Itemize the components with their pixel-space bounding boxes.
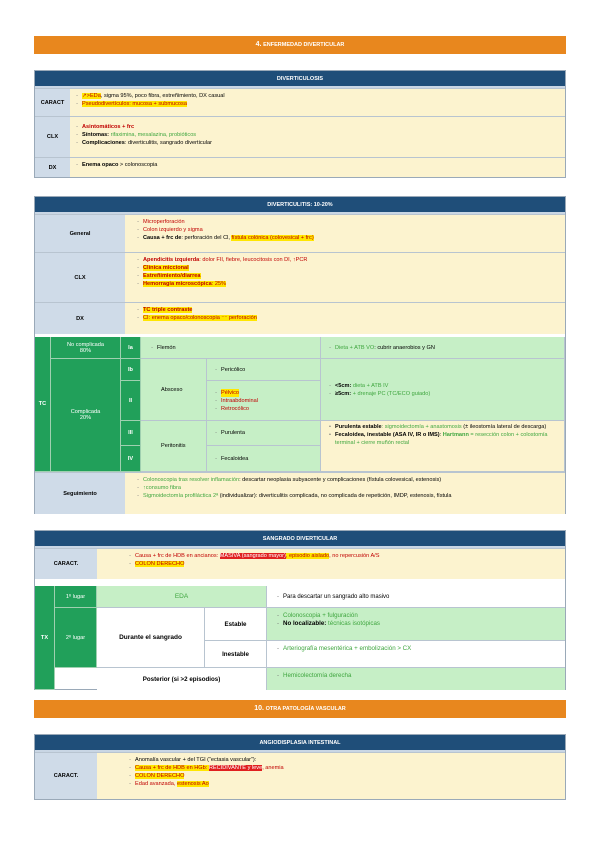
- list-item-text: [143, 234, 314, 242]
- list-item: [72, 100, 561, 108]
- grade-iv: IV: [121, 446, 141, 472]
- bullet-icon: -: [137, 219, 139, 225]
- list-item-text: [335, 423, 546, 431]
- text-segment: Edad avanzada,: [135, 781, 177, 787]
- table-title: DIVERTICULITIS: 10-20%: [35, 197, 565, 214]
- row-clx: [35, 252, 565, 302]
- list-item: [125, 552, 561, 560]
- list-item: [133, 226, 561, 234]
- list-item-text: [143, 226, 203, 234]
- eda-desc-text: Para descartar un sangrado alto masivo: [283, 593, 390, 600]
- text-segment: Fecaloidea, inestable (ASA IV, IR o IMS): [335, 432, 440, 438]
- grade-iii: III: [121, 421, 141, 446]
- list-item: [133, 492, 561, 500]
- bullet-icon: -: [76, 124, 78, 130]
- section-title: OTRA PATOLOGÍA VASCULAR: [265, 706, 346, 712]
- text-segment: Asintomáticos + frc: [82, 124, 135, 130]
- text-segment: Clínica miccional: [143, 265, 189, 271]
- list-item-text: [143, 264, 189, 272]
- row-content: [70, 158, 565, 177]
- list-item: [325, 390, 430, 398]
- fecaloidea-cell: - Fecaloidea: [207, 446, 321, 472]
- complicada-cell: [51, 359, 121, 472]
- table-diverticulosis: [34, 70, 566, 178]
- row-dx: [35, 302, 565, 334]
- eda-desc: - Para descartar un sangrado alto masivo: [267, 586, 565, 608]
- text-segment: Colonoscopia + fulguración: [283, 612, 358, 619]
- list-item-text: [283, 612, 358, 620]
- list-item: [273, 620, 559, 628]
- text-segment: rifaximina, mesalazina, probióticos: [110, 132, 197, 138]
- list-item-text: [135, 756, 256, 764]
- text-segment: No localizable:: [283, 620, 329, 627]
- purulenta-cell: - Purulenta: [207, 421, 321, 446]
- row-label: CARACT.: [35, 753, 97, 799]
- text-segment: : descartar neoplasia subyacente y complicaciones (fístula colovesical, estenosis): [239, 477, 442, 483]
- bullet-icon: -: [129, 781, 131, 787]
- list-item: [125, 780, 561, 788]
- text-segment: Causa + frc de HDB en ancianos:: [135, 553, 220, 559]
- text-segment: Enema opaco: [82, 162, 119, 168]
- bullet-icon: -: [137, 485, 139, 491]
- text-segment: = resección colon + colostomía terminal + cierre muñón rectal: [335, 432, 548, 446]
- eda-label: EDA: [174, 593, 189, 600]
- lugar2-cell: 2º lugar: [55, 608, 97, 668]
- text-segment: : dolor FII, fiebre, leucocitosis con DI, ↑PCR: [199, 257, 308, 263]
- text-segment: , episodio aislado: [285, 553, 330, 559]
- list-item: [325, 431, 560, 447]
- tx-block: [35, 586, 565, 690]
- text-segment: RECIDIVANTE y leve: [208, 765, 263, 771]
- row-content: [125, 303, 565, 334]
- section-banner-otra-patologia-vascular: [34, 700, 566, 718]
- text-segment: :: [439, 432, 443, 438]
- bullet-icon: -: [137, 273, 139, 279]
- list-item: [133, 234, 561, 242]
- bullet-icon: -: [137, 315, 139, 321]
- absceso-tx: [321, 359, 565, 421]
- row-label: CARACT: [35, 89, 70, 116]
- list-item: [325, 423, 560, 431]
- table-sangrado-diverticular: [34, 530, 566, 690]
- grade-ia: Ia: [121, 337, 141, 359]
- list-item-text: [283, 620, 380, 628]
- text-segment: Complicaciones: [82, 140, 125, 146]
- text-segment: Estreñimiento/diarrea: [143, 273, 201, 279]
- bullet-icon: -: [137, 227, 139, 233]
- section-title: ENFERMEDAD DIVERTICULAR: [263, 42, 345, 48]
- list-item: [125, 772, 561, 780]
- row-caract: [35, 88, 565, 116]
- text-segment: Hemorragia microscópica: [143, 281, 212, 287]
- complicada-label: Complicada: [70, 409, 101, 415]
- list-item: [72, 131, 561, 139]
- list-item-text: [143, 272, 201, 280]
- section-banner-enfermedad-diverticular: [34, 36, 566, 54]
- list-item: [133, 218, 561, 226]
- text-segment: : perforación del Cl,: [181, 235, 232, 241]
- peritonitis-tx: [321, 421, 565, 472]
- list-item-text: [143, 306, 192, 314]
- list-item: [273, 612, 559, 620]
- bullet-icon: -: [276, 620, 280, 627]
- text-segment: ≥5cm:: [335, 390, 353, 397]
- tc-label: TC: [35, 337, 51, 472]
- table-title: ANGIODISPLASIA INTESTINAL: [35, 735, 565, 752]
- posterior-cell: Posterior (si >2 episodios): [97, 668, 267, 690]
- list-item: [133, 280, 561, 288]
- retrocolico-label: Retrocólico: [221, 405, 249, 412]
- text-segment: > colonoscopia: [118, 162, 158, 168]
- fecaloidea-label: Fecaloidea: [221, 455, 249, 462]
- bullet-icon: -: [129, 765, 131, 771]
- no-complicada-pct: 80%: [79, 347, 92, 354]
- text-segment: ↗>EDa: [82, 93, 101, 99]
- bullet-icon: -: [76, 140, 78, 146]
- text-segment: Arteriografía mesentérica + embolización > CX: [283, 645, 412, 652]
- row-general: [35, 214, 565, 252]
- text-segment: dieta + ATB IV: [352, 382, 389, 389]
- list-item-text: [143, 218, 185, 226]
- list-item: [133, 484, 561, 492]
- text-segment: Anomalía vascular + del TGI (“ectasia vascular”):: [135, 757, 257, 763]
- bullet-icon: -: [137, 281, 139, 287]
- bullet-icon: -: [129, 561, 131, 567]
- list-item-text: [143, 256, 307, 264]
- row-caract: [35, 548, 565, 579]
- list-item: [125, 560, 561, 568]
- bullet-icon: -: [329, 390, 331, 397]
- list-item-text: [135, 764, 284, 772]
- list-item: [72, 92, 561, 100]
- bullet-icon: -: [276, 612, 280, 619]
- row-content: [97, 753, 565, 799]
- list-item-text: [143, 484, 181, 492]
- bullet-icon: -: [76, 162, 78, 168]
- list-item-text: [82, 139, 212, 147]
- list-item-text: [82, 161, 157, 169]
- list-item: [125, 756, 561, 764]
- row-content: [70, 89, 565, 116]
- row-content: [125, 215, 565, 252]
- row-seguimiento: [35, 472, 565, 514]
- absceso-types: - Pélvico - Intraabdominal - Retrocólico: [207, 381, 321, 421]
- pericolico-label: Pericólico: [221, 366, 246, 373]
- peritonitis-cell: Peritonitis: [141, 421, 207, 472]
- inestable-tx: - Arteriografía mesentérica + embolización > CX: [267, 641, 565, 668]
- lugar1-cell: 1º lugar: [55, 586, 97, 608]
- text-segment: : 25%: [211, 281, 227, 287]
- list-item: [325, 382, 388, 390]
- list-item-text: [143, 476, 441, 484]
- grade-ii: II: [121, 381, 141, 421]
- row-content: [97, 549, 565, 579]
- section-number: 4.: [255, 41, 262, 48]
- text-segment: técnicas isotópicas: [328, 620, 380, 627]
- bullet-icon: -: [137, 477, 139, 483]
- text-segment: Colonoscopia tras resolver inflamación: [143, 477, 240, 483]
- table-title: SANGRADO DIVERTICULAR: [35, 531, 565, 548]
- list-item-text: [335, 390, 430, 398]
- text-segment: Pseudodivertículos: mucosa + submucosa: [82, 101, 187, 107]
- eda-cell: [97, 586, 267, 608]
- row-label: CLX: [35, 117, 70, 157]
- list-item: [133, 476, 561, 484]
- table-angiodisplasia: [34, 734, 566, 800]
- row-label: Seguimiento: [35, 473, 125, 514]
- list-item-text: [135, 552, 379, 560]
- list-item-text: [135, 772, 184, 780]
- list-item: [133, 256, 561, 264]
- text-segment: COLON DERECHO: [135, 773, 185, 779]
- bullet-icon: -: [137, 493, 139, 499]
- list-item-text: [82, 92, 225, 100]
- no-complicada-cell: [51, 337, 121, 359]
- text-segment: MASIVA (sangrado mayor): [219, 553, 286, 559]
- bullet-icon: -: [137, 307, 139, 313]
- bullet-icon: -: [137, 235, 139, 241]
- row-label: General: [35, 215, 125, 252]
- estable-tx: [267, 608, 565, 641]
- text-segment: estenosis Ao: [177, 781, 209, 787]
- list-item: [72, 123, 561, 131]
- text-segment: (± ileostomía lateral de descarga): [461, 424, 547, 430]
- list-item: [72, 161, 561, 169]
- text-segment: : cubrir anaerobios y GN: [374, 344, 435, 351]
- text-segment: Apendicitis izquierda: [143, 257, 200, 263]
- text-segment: Microperforación: [143, 219, 185, 225]
- text-segment: fístula colónica (colovesical + frc): [231, 235, 314, 241]
- bullet-icon: -: [137, 257, 139, 263]
- text-segment: ↑consumo fibra: [143, 485, 181, 491]
- list-item-text: [335, 431, 560, 447]
- text-segment: <5cm:: [335, 382, 353, 389]
- text-segment: : diverticulitis, sangrado diverticular: [124, 140, 212, 146]
- list-item-text: [82, 131, 196, 139]
- list-item: [133, 272, 561, 280]
- list-item-text: [82, 123, 134, 131]
- text-segment: COLON DERECHO: [135, 561, 185, 567]
- text-segment: Purulenta estable: [335, 424, 382, 430]
- flemon-cell: - Flemón: [141, 337, 321, 359]
- list-item-text: [143, 314, 257, 322]
- row-label: DX: [35, 158, 70, 177]
- text-segment: TC triple contraste: [143, 307, 193, 313]
- table-title: DIVERTICULOSIS: [35, 71, 565, 88]
- text-segment: + drenaje PC (TC/ECO guiado): [352, 390, 431, 397]
- row-content: [125, 253, 565, 302]
- row-content: [125, 473, 565, 514]
- flemon-label: Flemón: [157, 344, 176, 351]
- bullet-icon: •: [329, 424, 331, 430]
- purulenta-label: Purulenta: [221, 430, 245, 436]
- durante-cell: Durante el sangrado: [97, 608, 205, 668]
- grade-ib: Ib: [121, 359, 141, 381]
- list-item: [133, 264, 561, 272]
- list-item-text: [82, 100, 187, 108]
- flemon-tx: - Dieta + ATB VO: cubrir anaerobios y GN: [321, 337, 565, 359]
- absceso-cell: Absceso: [141, 359, 207, 421]
- row-clx: [35, 116, 565, 157]
- list-item: [133, 314, 561, 322]
- text-segment: CI: enema opaco/colonoscopia ⁻⁻ perforación: [143, 315, 257, 321]
- row-dx: [35, 157, 565, 177]
- table-diverticulitis: [34, 196, 566, 514]
- list-item-text: [135, 780, 209, 788]
- text-segment: Hemicolectomía derecha: [283, 672, 352, 679]
- bullet-icon: -: [137, 265, 139, 271]
- text-segment: : sigmoidectomía + anastomosis: [381, 424, 462, 430]
- tc-block: [35, 337, 565, 472]
- intraabdominal-label: Intraabdominal: [221, 397, 259, 404]
- pericolico-cell: - Pericólico: [207, 359, 321, 381]
- text-segment: Dieta + ATB VO: [335, 344, 375, 351]
- bullet-icon: -: [129, 757, 131, 763]
- row-label: DX: [35, 303, 125, 334]
- row-label: CARACT.: [35, 549, 97, 579]
- text-segment: Causa + frc de HDB en HGb:: [135, 765, 209, 771]
- list-item: [133, 306, 561, 314]
- list-item: [72, 139, 561, 147]
- bullet-icon: •: [329, 432, 331, 438]
- bullet-icon: -: [76, 132, 78, 138]
- text-segment: Colon izquierdo y sigma: [143, 227, 203, 233]
- bullet-icon: -: [76, 93, 78, 99]
- estable-cell: Estable: [205, 608, 267, 641]
- bullet-icon: -: [129, 553, 131, 559]
- text-segment: , anemia: [262, 765, 284, 771]
- text-segment: Síntomas:: [82, 132, 111, 138]
- list-item-text: [135, 560, 184, 568]
- text-segment: Sigmoidectomía profiláctica 2ª: [143, 493, 219, 499]
- bullet-icon: -: [329, 382, 331, 389]
- bullet-icon: -: [76, 101, 78, 107]
- section-number: 10.: [254, 705, 264, 712]
- text-segment: , no repercusión A/S: [329, 553, 380, 559]
- no-complicada-label: No complicada: [67, 341, 104, 348]
- text-segment: (individualizar): diverticulitis complicada, no complicada de repetición, IMDP, estenosis, fístula: [218, 493, 452, 499]
- posterior-tx: - Hemicolectomía derecha: [267, 668, 565, 690]
- inestable-cell: Inestable: [205, 641, 267, 668]
- pelvico-label: Pélvico: [221, 389, 240, 396]
- list-item-text: [335, 382, 388, 390]
- row-content: [70, 117, 565, 157]
- row-label: CLX: [35, 253, 125, 302]
- bullet-icon: -: [129, 773, 131, 779]
- complicada-pct: 20%: [79, 415, 92, 421]
- text-segment: Hartmann: [442, 432, 469, 438]
- list-item: [125, 764, 561, 772]
- list-item-text: [143, 280, 226, 288]
- text-segment: , sigma 95%, poco fibra, estreñimiento, DX casual: [100, 93, 225, 99]
- row-caract: [35, 752, 565, 799]
- tx-label: TX: [35, 586, 55, 690]
- list-item-text: [143, 492, 452, 500]
- text-segment: Causa + frc de: [143, 235, 182, 241]
